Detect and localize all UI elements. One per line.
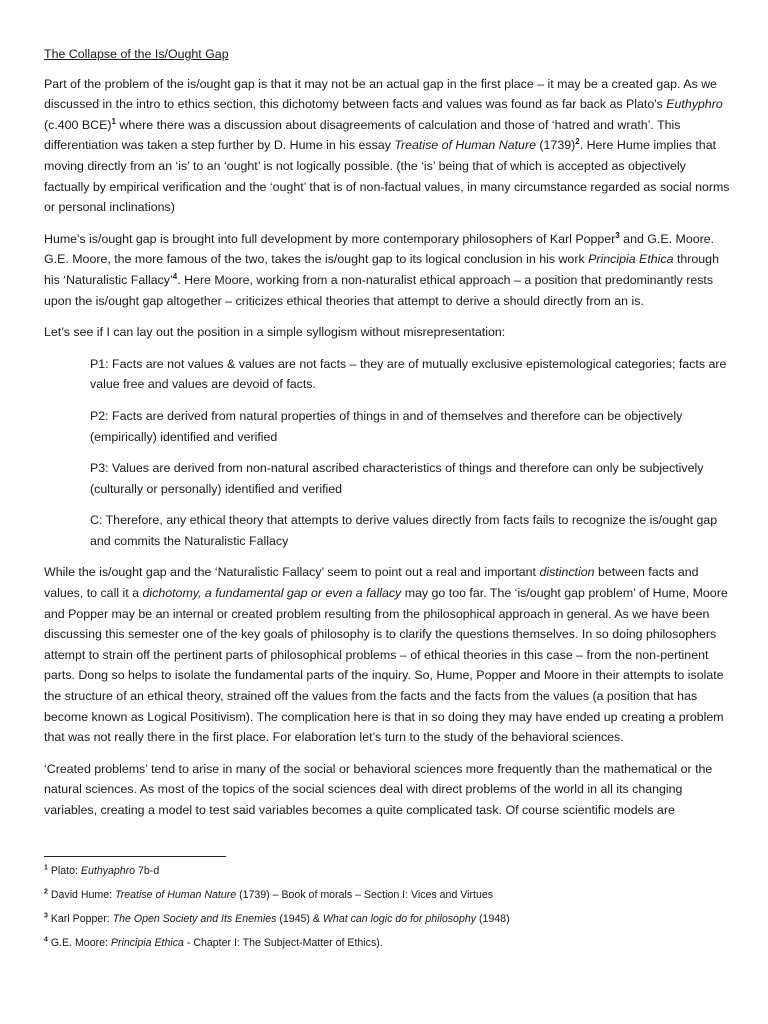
text-run: and G.E. Moore. G.E. Moore, the more famous of the two, takes the is/ought gap to its logical conclusion in his work [44,231,715,267]
paragraph-4 [44,562,730,747]
footnote-2 [44,888,730,902]
italic-text: distinction [539,565,595,580]
italic-text: Treatise of Human Nature [394,138,536,153]
text-run: through his ‘Naturalistic Fallacy’ [44,252,719,287]
italic-text: The Open Society and Its Enemies [112,913,277,925]
text-run: Karl Popper: [47,913,113,925]
text-run: David Hume: [47,889,116,901]
text-run: between facts and values, to call it a [44,565,699,601]
document-title: The Collapse of the Is/Ought Gap [44,47,229,61]
footnote-marker: 4 [172,271,178,281]
paragraph-1 [44,74,730,218]
italic-text: Euthyaphro [80,865,136,877]
footnote-marker: 3 [44,912,48,920]
footnote-marker: 2 [44,888,48,896]
paragraph-5 [44,759,730,821]
footnotes [44,864,730,960]
text-run: (1739) [535,138,576,153]
text-run: G.E. Moore: [47,937,111,949]
footnote-1 [44,864,730,878]
text-run: ‘Created problems’ tend to arise in many of the social or behavioral sciences more frequently than the mathematical or the natural sciences. As most of the topics of the social sciences deal with direct problems of the world in all its changing variables, creating a model to test said variables becomes a quite complicated task. Of course scientific models are [44,761,713,817]
footnote-marker: 1 [44,864,48,872]
italic-text: Principia Ethica [110,937,184,949]
premise-p2: P2: Facts are derived from natural properties of things in and of themselves and therefore can be objectively (empirically) identified and verified [90,408,683,444]
text-run: - Chapter I: The Subject-Matter of Ethics). [183,937,383,949]
footnote-4 [44,936,730,950]
premise-p3: P3: Values are derived from non-natural ascribed characteristics of things and therefore can only be subjectively (culturally or personally) identified and verified [90,461,704,496]
text-run: (1948) [476,913,510,925]
footnote-marker: 2 [575,137,580,147]
footnote-marker: 1 [111,116,116,126]
italic-text: Treatise of Human Nature [115,889,237,901]
footnote-3 [44,912,730,926]
conclusion-c: C: Therefore, any ethical theory that attempts to derive values directly from facts fails to recognize the is/ought gap and commits the Naturalistic Fallacy [90,513,718,548]
text-run: 7b-d [135,865,160,877]
text-run: (1739) – Book of morals – Section I: Vices and Virtues [236,889,494,901]
italic-text: dichotomy, a fundamental gap or even a fallacy [142,586,402,601]
italic-text: Principia Ethica [588,252,674,267]
text-run: . Here Moore, working from a non-naturalist ethical approach – a position that predominantly rests upon the is/ought gap altogether – criticizes ethical theories that attempt to derive a should directly from an is. [44,272,714,308]
paragraph-2 [44,229,730,311]
footnote-separator [44,856,226,857]
paragraph-3 [44,322,730,343]
text-run: . Here Hume implies that moving directly from an ‘is’ to an ‘ought’ is not logically possible. (the ‘is’ being that of which is accepted as objectively factually by empirical verification and the ‘ought’ that is of non-factual values, in many circumstance regarded as social norms or personal inclinations) [44,138,730,215]
italic-text: What can logic do for philosophy [322,913,477,925]
text-run: where there was a discussion about disagreements of calculation and those of ‘hatred and wrath’. This differentiation was taken a step further by D. Hume in his essay [44,117,681,153]
footnote-marker: 3 [615,230,620,240]
text-run: (c.400 BCE) [44,117,112,132]
text-run: While the is/ought gap and the ‘Naturalistic Fallacy’ seem to point out a real and important [44,565,540,580]
premise-p1: P1: Facts are not values & values are not facts – they are of mutually exclusive epistemological categories; facts are value free and values are devoid of facts. [90,356,727,392]
text-run: Plato: [47,865,81,877]
italic-text: Euthyphro [666,97,723,112]
text-run: may go too far. The ‘is/ought gap problem’ of Hume, Moore and Popper may be an internal or created problem resulting from the philosophical approach in general. As we have been discussing this semester one of the key goals of philosophy is to clarify the questions themselves. In so doing philosophers attempt to strain off the pertinent parts of philosophical problems – of ethical theories in this case – from the non-pertinent parts. Dong so helps to isolate the fundamental parts of the inquiry. So, Hume, Popper and Moore in their attempts to isolate the structure of an ethical theory, strained off the values from the facts and the facts from the values (a position that has become known as Logical Positivism). The complication here is that in so doing they may have ended up creating a problem that was not really there in the first place. For elaboration let’s turn to the study of the behavioral sciences. [44,586,728,745]
footnote-marker: 4 [44,936,48,944]
text-run: Part of the problem of the is/ought gap is that it may not be an actual gap in the first place – it may be a created gap. As we discussed in the intro to ethics section, this dichotomy between facts and values was found as far back as Plato's [44,76,717,112]
text-run: Let’s see if I can lay out the position in a simple syllogism without misrepresentation: [44,325,506,340]
text-run: Hume's is/ought gap is brought into full development by more contemporary philosophers of Karl Popper [44,231,616,246]
document-page [44,44,730,832]
text-run: (1945) & [276,913,323,925]
